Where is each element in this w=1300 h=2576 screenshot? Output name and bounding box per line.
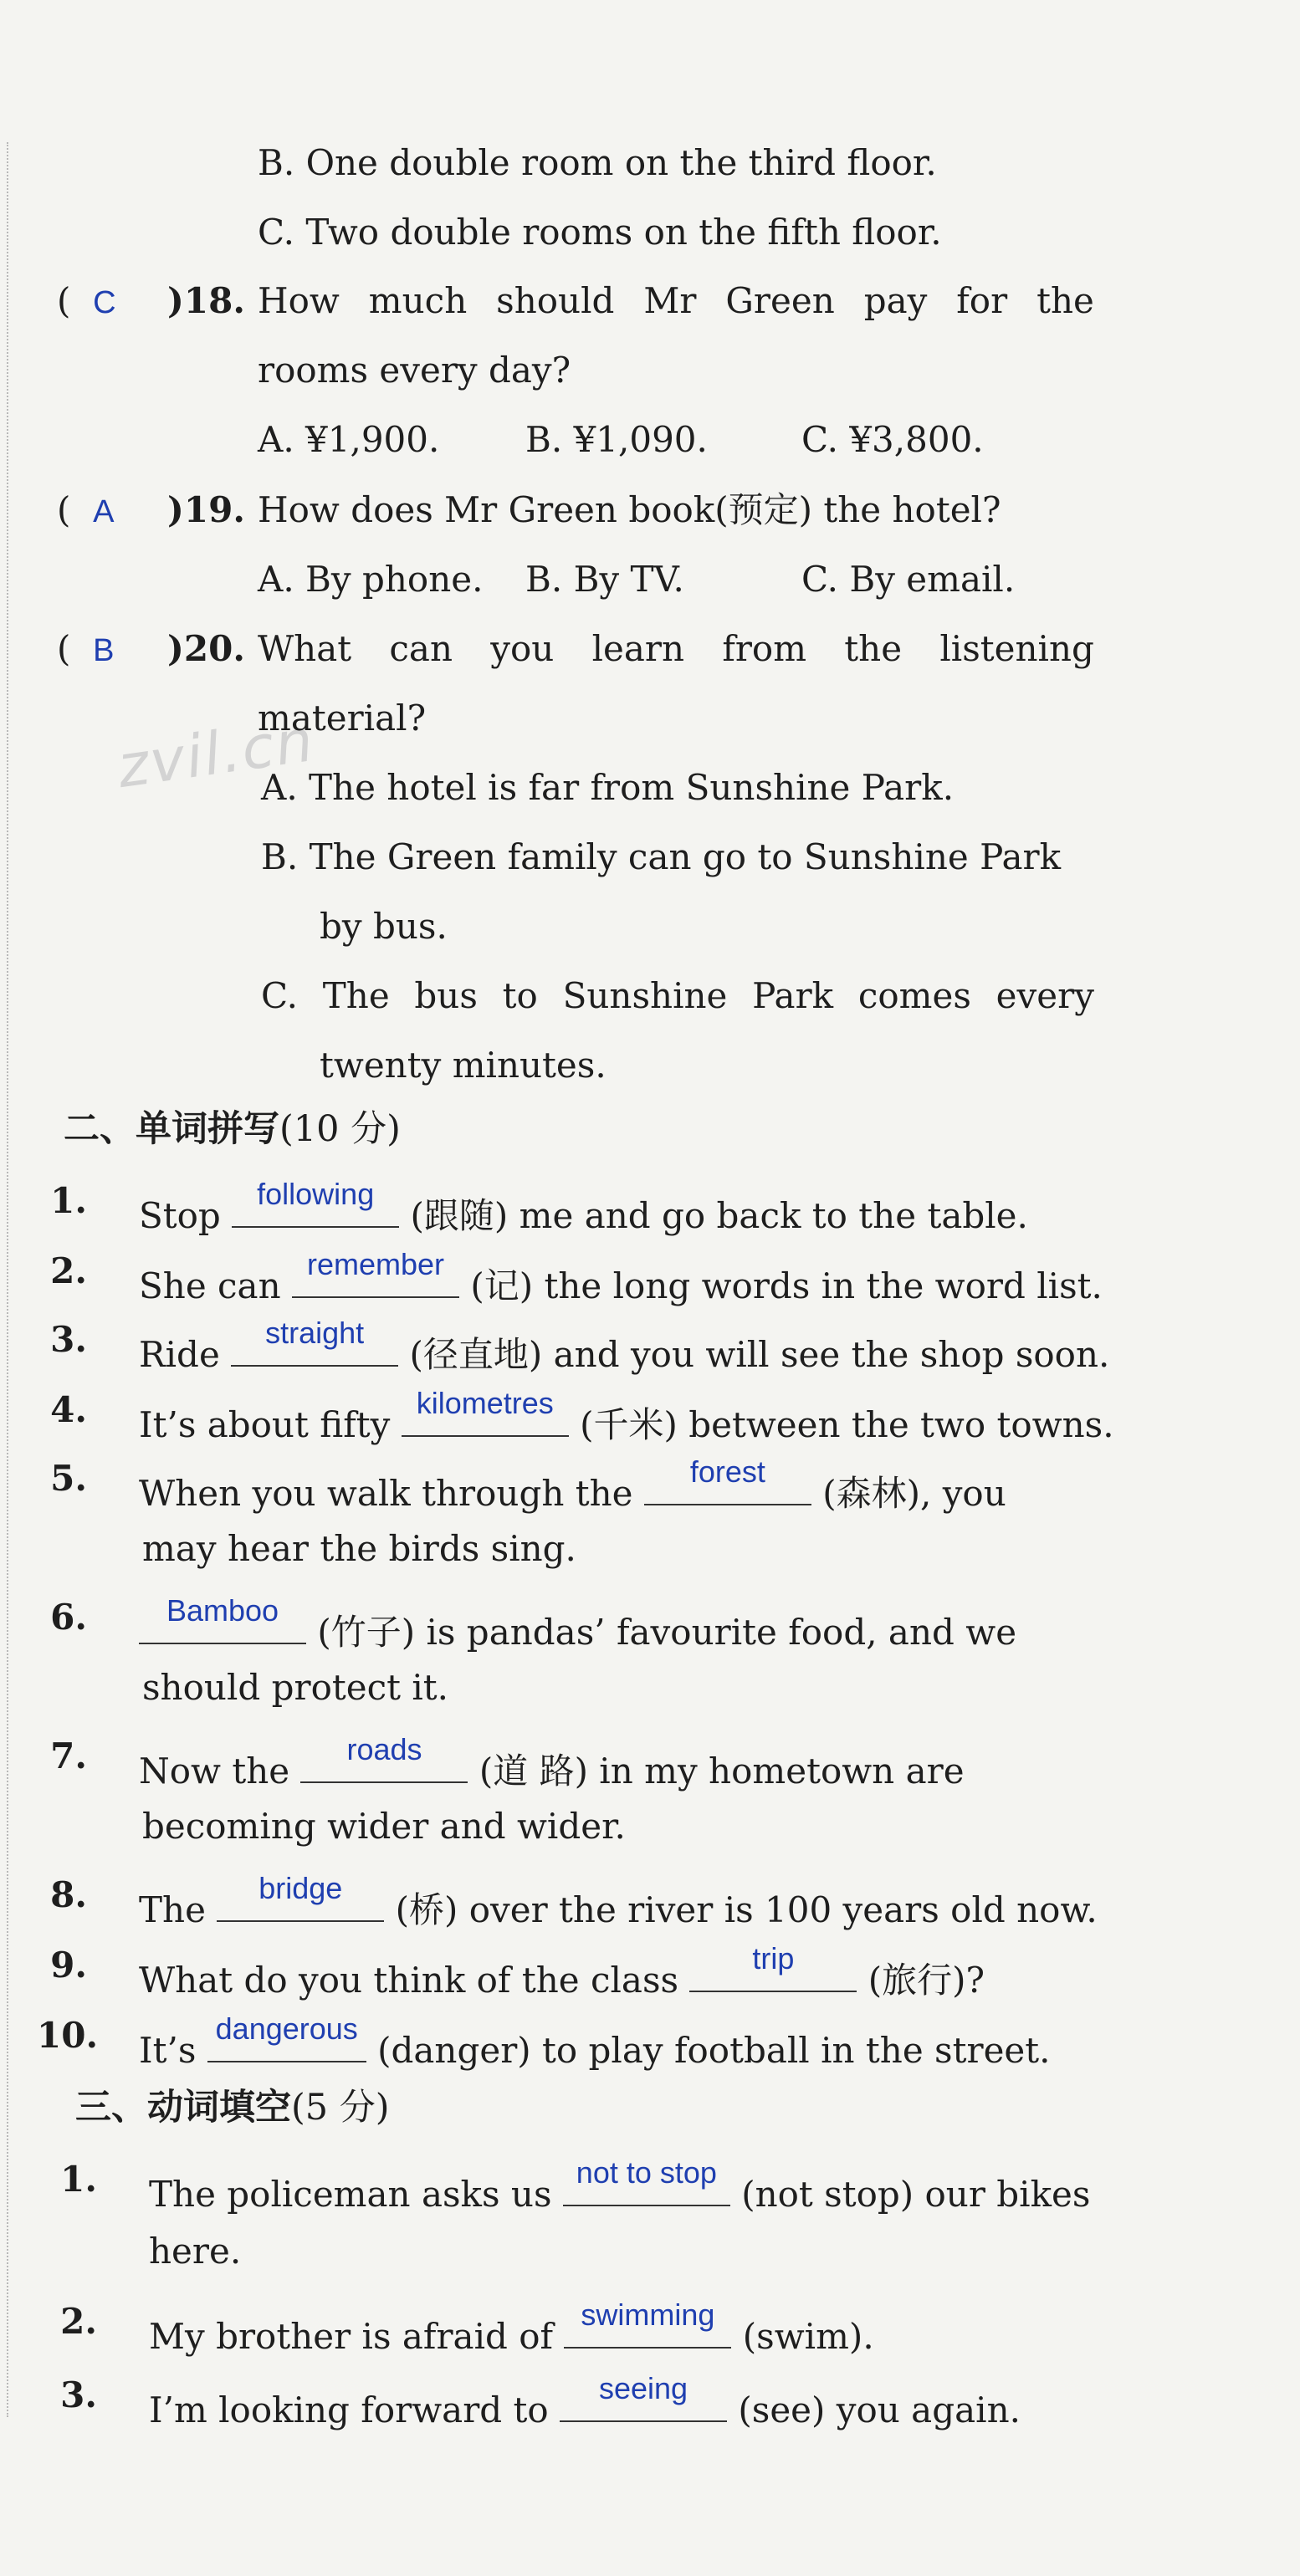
item-text-before: It’s about fifty xyxy=(139,1404,402,1445)
word: Sunshine xyxy=(562,975,728,1016)
fill-item-line xyxy=(139,1731,965,1797)
section2-score: (10 分) xyxy=(279,1108,401,1150)
item-number: 3. xyxy=(60,2374,97,2415)
q20-option-c-line1 xyxy=(261,971,1094,1021)
q18-answer-bracket: ( C xyxy=(57,280,116,321)
word: How xyxy=(258,280,340,321)
q19-answer-bracket: ( A xyxy=(57,489,115,530)
item-text-before: My brother is afraid of xyxy=(149,2316,565,2357)
word: much xyxy=(368,280,468,321)
item-text-after: (跟随) me and go back to the table. xyxy=(399,1195,1028,1236)
answer-blank xyxy=(232,1176,399,1228)
answer-blank xyxy=(564,2297,731,2349)
item-text-after: (桥) over the river is 100 years old now. xyxy=(384,1889,1098,1930)
handwritten-answer: remember xyxy=(306,1247,445,1281)
handwritten-answer: dangerous xyxy=(215,2011,358,2046)
word: The xyxy=(322,975,390,1016)
fill-item-line xyxy=(149,2297,874,2362)
handwritten-answer: Bamboo xyxy=(166,1593,279,1628)
word: listening xyxy=(939,628,1094,669)
item-text-after: (千米) between the two towns. xyxy=(568,1404,1114,1445)
binding-margin-line xyxy=(7,142,8,2417)
item-text-after: (道 路) in my hometown are xyxy=(468,1751,965,1791)
section2-heading xyxy=(64,1104,401,1154)
item-number: 3. xyxy=(50,1319,87,1360)
item-text-after: (记) the long words in the word list. xyxy=(459,1265,1103,1306)
item-number: 2. xyxy=(60,2301,97,2342)
q19-answer: A xyxy=(93,494,115,529)
fill-item-line xyxy=(139,1870,1098,1935)
item-number: 5. xyxy=(50,1458,87,1499)
q18-option-a: A. ¥1,900. xyxy=(258,419,440,460)
q20-option-a: A. The hotel is far from Sunshine Park. xyxy=(261,767,955,808)
handwritten-answer: forest xyxy=(689,1454,765,1489)
item-number: 4. xyxy=(50,1389,87,1430)
q20-number: )20. xyxy=(167,628,245,669)
word: learn xyxy=(591,628,685,669)
item-text-before: I’m looking forward to xyxy=(149,2389,560,2430)
item-text-after: (森林), you xyxy=(811,1473,1006,1514)
item-number: 9. xyxy=(50,1945,87,1986)
word: to xyxy=(502,975,538,1016)
word: Green xyxy=(725,280,835,321)
item-text-before: What do you think of the class xyxy=(139,1960,690,2001)
item-text-before: When you walk through the xyxy=(139,1473,644,1514)
q18-question-line2: rooms every day? xyxy=(258,350,571,391)
word: comes xyxy=(857,975,971,1016)
fill-item-line xyxy=(139,1176,1028,1241)
word: C. xyxy=(261,975,298,1016)
q19-question: How does Mr Green book(预定) the hotel? xyxy=(258,489,1001,530)
q19-option-b: B. By TV. xyxy=(525,559,684,600)
item-text-after: (径直地) and you will see the shop soon. xyxy=(398,1334,1110,1375)
q18-option-b: B. ¥1,090. xyxy=(525,419,708,460)
word: Mr xyxy=(643,280,697,321)
fill-item-line xyxy=(139,1592,1016,1658)
answer-blank xyxy=(231,1315,398,1367)
handwritten-answer: following xyxy=(257,1177,375,1211)
fill-item-line xyxy=(139,1246,1103,1311)
item-number: 7. xyxy=(50,1735,87,1776)
q18-answer: C xyxy=(93,285,116,320)
item-number: 10. xyxy=(37,2015,99,2056)
answer-blank xyxy=(139,1592,306,1644)
answer-blank xyxy=(300,1731,468,1783)
section3-title: 三、动词填空 xyxy=(75,2087,291,2129)
handwritten-answer: swimming xyxy=(581,2297,715,2332)
fill-item-line xyxy=(139,1940,985,2006)
fill-item-line xyxy=(139,2011,1051,2076)
item-continuation: becoming wider and wider. xyxy=(142,1806,626,1847)
q19-option-c: C. By email. xyxy=(801,559,1016,600)
answer-blank xyxy=(560,2370,727,2422)
item-text-after: (swim). xyxy=(731,2316,874,2357)
word: from xyxy=(722,628,807,669)
answer-blank xyxy=(207,2011,366,2062)
item-text-before: Now the xyxy=(139,1751,301,1791)
item-text-after: (see) you again. xyxy=(727,2389,1021,2430)
word: bus xyxy=(414,975,478,1016)
item-text-after: (danger) to play football in the street. xyxy=(366,2030,1051,2071)
item-text-after: (旅行)? xyxy=(857,1960,985,2001)
handwritten-answer: bridge xyxy=(258,1871,343,1905)
word: What xyxy=(258,628,352,669)
handwritten-answer: roads xyxy=(346,1732,422,1766)
word: the xyxy=(1036,280,1094,321)
word: pay xyxy=(863,280,928,321)
fill-item-line xyxy=(149,2370,1021,2435)
q20-answer-bracket: ( B xyxy=(57,628,115,669)
item-number: 2. xyxy=(50,1250,87,1291)
word: should xyxy=(496,280,615,321)
handwritten-answer: not to stop xyxy=(576,2155,717,2190)
q17-option-c: C. Two double rooms on the fifth floor. xyxy=(258,212,942,253)
item-number: 6. xyxy=(50,1597,87,1638)
handwritten-answer: straight xyxy=(265,1316,365,1350)
q18-option-c: C. ¥3,800. xyxy=(801,419,984,460)
item-text-before: Stop xyxy=(139,1195,233,1236)
q19-option-a: A. By phone. xyxy=(258,559,484,600)
q18-question-line1 xyxy=(258,276,1094,326)
item-text-before: She can xyxy=(139,1265,292,1306)
handwritten-answer: trip xyxy=(752,1941,795,1975)
word: every xyxy=(995,975,1094,1016)
section2-title: 二、单词拼写 xyxy=(64,1108,279,1150)
answer-blank xyxy=(217,1870,384,1922)
word: you xyxy=(490,628,555,669)
q18-number: )18. xyxy=(167,280,245,321)
item-text-before: The policeman asks us xyxy=(149,2174,563,2215)
item-continuation: here. xyxy=(149,2231,242,2272)
fill-item-line xyxy=(139,1315,1109,1380)
q20-question-line1 xyxy=(258,624,1094,674)
item-text-before: Ride xyxy=(139,1334,232,1375)
fill-item-line xyxy=(149,2154,1090,2220)
item-number: 1. xyxy=(50,1180,87,1221)
fill-item-line xyxy=(139,1385,1114,1450)
section3-score: (5 分) xyxy=(291,2087,390,2129)
item-text-after: (竹子) is pandas’ favourite food, and we xyxy=(306,1612,1017,1653)
q20-option-b-line2: by bus. xyxy=(320,906,448,947)
q20-option-c-line2: twenty minutes. xyxy=(320,1045,606,1086)
word: Park xyxy=(752,975,834,1016)
item-text-after: (not stop) our bikes xyxy=(729,2174,1091,2215)
q17-option-b: B. One double room on the third floor. xyxy=(258,142,937,183)
item-number: 1. xyxy=(60,2159,97,2200)
q19-number: )19. xyxy=(167,489,245,530)
handwritten-answer: seeing xyxy=(598,2371,688,2405)
word: can xyxy=(389,628,453,669)
q20-option-b-line1: B. The Green family can go to Sunshine Park xyxy=(261,836,1062,877)
answer-blank xyxy=(644,1454,811,1505)
word: for xyxy=(956,280,1008,321)
answer-blank xyxy=(689,1940,857,1992)
handwritten-answer: kilometres xyxy=(416,1386,554,1420)
item-number: 8. xyxy=(50,1874,87,1915)
answer-blank xyxy=(563,2154,730,2206)
watermark: zvil.cn xyxy=(113,705,319,802)
item-text-before: It’s xyxy=(139,2030,207,2071)
item-text-before: The xyxy=(139,1889,218,1930)
answer-blank xyxy=(292,1246,459,1298)
answer-blank xyxy=(402,1385,569,1437)
word: the xyxy=(844,628,903,669)
item-continuation: should protect it. xyxy=(142,1667,449,1708)
item-continuation: may hear the birds sing. xyxy=(142,1528,576,1569)
fill-item-line xyxy=(139,1454,1006,1519)
q20-answer: B xyxy=(93,633,115,668)
section3-heading xyxy=(75,2083,390,2133)
q20-question-line2: material? xyxy=(258,698,427,739)
